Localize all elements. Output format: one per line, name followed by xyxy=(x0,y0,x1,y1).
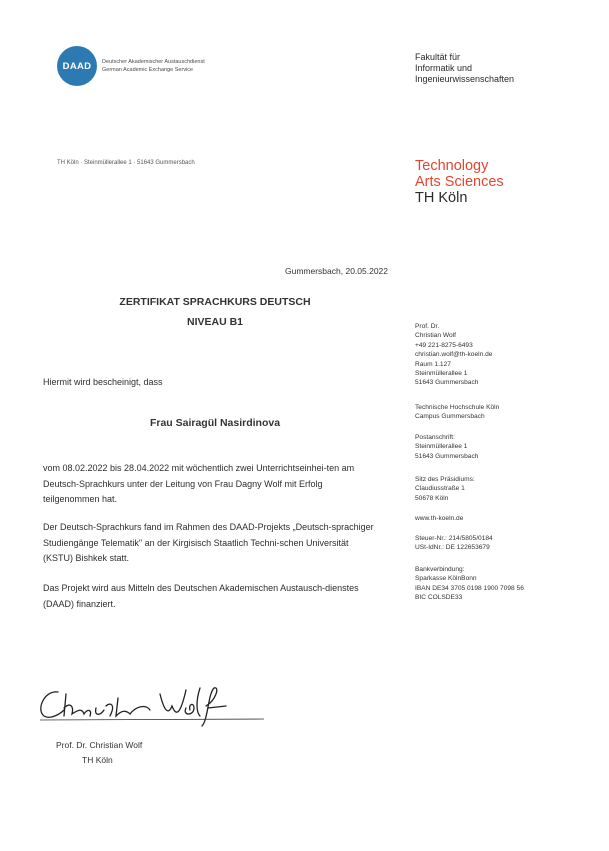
paragraph-funding: Das Projekt wird aus Mitteln des Deutschen Akademischen Austausch-dienstes (DAAD) finanziert. xyxy=(43,583,359,609)
daad-name-de: Deutscher Akademischer Austauschdienst xyxy=(102,59,205,65)
presidium-line: 50678 Köln xyxy=(415,494,449,502)
signatory-name: Prof. Dr. Christian Wolf xyxy=(56,740,143,750)
sidebar-contact xyxy=(415,322,492,388)
bank-iban: IBAN DE34 3705 0198 1900 7098 56 xyxy=(415,584,524,592)
certificate-title: ZERTIFIKAT SPRACHKURS DEUTSCH xyxy=(119,296,311,308)
recipient-name: Frau Sairagül Nasirdinova xyxy=(149,417,281,429)
bank-line: Bankverbindung: xyxy=(415,566,465,573)
intro-text: Hiermit wird bescheinigt, dass xyxy=(43,377,163,387)
presidium-line: Claudiusstraße 1 xyxy=(415,485,465,493)
daad-logo: DAAD xyxy=(57,46,97,86)
contact-phone: +49 221-8275-6493 xyxy=(415,341,473,349)
campus-line: Technische Hochschule Köln xyxy=(415,404,500,411)
handwritten-signature xyxy=(30,680,270,728)
th-logo-line-name: TH Köln xyxy=(415,190,468,206)
paragraph-course: vom 08.02.2022 bis 28.04.2022 mit wöchentlich zwei Unterrichtseinhei-ten am Deutsch-Sprachkurs unter der Leitung von Frau Dagny Wolf mit Erfolg teilgenommen hat. xyxy=(43,463,355,504)
campus-line: Campus Gummersbach xyxy=(415,413,485,421)
postal-line: Postanschrift: xyxy=(415,434,455,441)
th-logo-line-arts: Arts Sciences xyxy=(415,174,504,190)
paragraph-project: Der Deutsch-Sprachkurs fand im Rahmen des DAAD-Projekts „Deutsch-sprachiger Studiengänge Telematik" an der Kirgisisch Staatlich Techni-schen Universität (KSTU) Bishkek statt. xyxy=(43,522,374,563)
daad-name-en: German Academic Exchange Service xyxy=(102,67,194,73)
sidebar-tax xyxy=(415,534,493,553)
bank-line: Sparkasse KölnBonn xyxy=(415,575,477,583)
faculty-line: Informatik und xyxy=(415,63,473,73)
daad-name xyxy=(102,58,205,74)
postal-line: 51643 Gummersbach xyxy=(415,452,479,460)
postal-line: Steinmüllerallee 1 xyxy=(415,443,468,451)
sidebar-website: www.th-koeln.de xyxy=(415,515,464,522)
sidebar-postal xyxy=(415,433,478,461)
contact-line: Prof. Dr. xyxy=(415,323,440,330)
contact-line: Christian Wolf xyxy=(415,332,456,340)
sidebar-presidium xyxy=(415,475,475,503)
signatory-organisation: TH Köln xyxy=(82,755,113,765)
contact-line: 51643 Gummersbach xyxy=(415,379,479,387)
certificate-level: NIVEAU B1 xyxy=(186,316,243,328)
bank-bic: BIC COLSDE33 xyxy=(415,594,463,602)
letter-date: Gummersbach, 20.05.2022 xyxy=(285,266,389,276)
tax-line: Steuer-Nr.: 214/5805/0184 xyxy=(415,535,493,542)
tax-line: USt-IdNr.: DE 122653679 xyxy=(415,544,490,552)
presidium-line: Sitz des Präsidiums: xyxy=(415,476,475,483)
th-logo-line-technology: Technology xyxy=(415,158,489,174)
faculty-name xyxy=(415,52,514,85)
sidebar-bank xyxy=(415,565,524,603)
sidebar-campus xyxy=(415,403,499,422)
sender-line: TH Köln · Steinmüllerallee 1 · 51643 Gummersbach xyxy=(57,160,195,166)
th-koeln-logo xyxy=(415,158,504,206)
contact-line: Raum 1.127 xyxy=(415,360,451,368)
contact-email: christian.wolf@th-koeln.de xyxy=(415,351,493,359)
contact-line: Steinmüllerallee 1 xyxy=(415,370,468,378)
faculty-line: Ingenieurwissenschaften xyxy=(415,74,515,84)
faculty-line: Fakultät für xyxy=(415,52,461,62)
